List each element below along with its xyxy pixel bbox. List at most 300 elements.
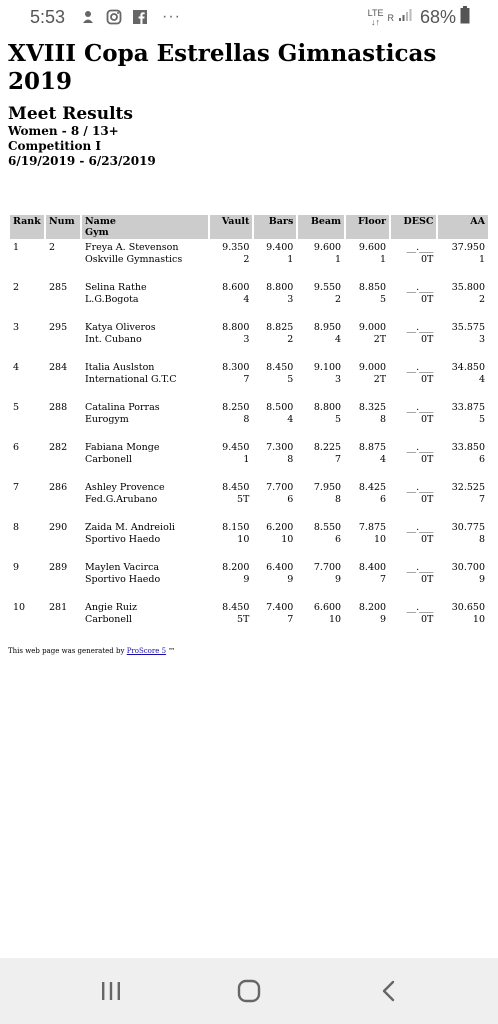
table-row — [10, 401, 488, 439]
vault-cell — [210, 601, 252, 639]
aa-cell — [438, 361, 488, 399]
rank-cell — [10, 561, 44, 599]
rank-value: 5 — [13, 402, 20, 413]
beam-score: 9.100 — [313, 362, 342, 373]
vault-place: 5T — [236, 494, 250, 505]
beam-place: 5 — [335, 414, 342, 425]
footer-suffix: ™ — [166, 647, 176, 655]
bars-place: 5 — [287, 374, 294, 385]
header-beam: Beam — [298, 215, 344, 239]
bars-score: 8.450 — [266, 362, 294, 373]
athlete-name: Katya Oliveros — [85, 322, 156, 333]
athlete-name: Italia Auslston — [85, 362, 155, 373]
name-cell — [82, 361, 208, 399]
floor-cell — [346, 321, 389, 359]
aa-cell — [438, 401, 488, 439]
bars-cell — [254, 241, 296, 279]
beam-place: 9 — [335, 574, 342, 585]
name-cell — [82, 321, 208, 359]
gym-name: Carbonell — [85, 454, 133, 465]
bars-score: 6.200 — [266, 522, 294, 533]
aa-cell — [438, 281, 488, 319]
beam-cell — [298, 521, 344, 559]
desc-score: __.___ — [406, 482, 434, 493]
num-cell — [46, 601, 80, 639]
beam-cell — [298, 321, 344, 359]
title-line2: 2019 — [8, 68, 73, 95]
beam-score: 7.700 — [313, 562, 342, 573]
rank-value: 8 — [13, 522, 20, 533]
desc-place: 0T — [421, 574, 434, 585]
aa-place: 7 — [478, 494, 485, 505]
data-arrows-icon: ↓↑ — [371, 16, 381, 27]
beam-score: 8.550 — [313, 522, 342, 533]
facebook-icon — [132, 9, 148, 25]
desc-place: 0T — [421, 614, 434, 625]
floor-place: 5 — [380, 294, 387, 305]
beam-cell — [298, 361, 344, 399]
num-value: 285 — [49, 282, 68, 293]
floor-place: 10 — [373, 534, 387, 545]
roaming-label: R — [387, 12, 394, 23]
bars-cell — [254, 561, 296, 599]
floor-score: 8.400 — [358, 562, 387, 573]
more-dots-icon: ··· — [162, 8, 181, 25]
desc-cell — [391, 281, 436, 319]
floor-score: 9.000 — [358, 362, 387, 373]
desc-score: __.___ — [406, 522, 434, 533]
beam-place: 4 — [335, 334, 342, 345]
header-desc: DESC — [391, 215, 436, 239]
proscore-link[interactable]: ProScore 5 — [126, 647, 167, 655]
aa-score: 37.950 — [451, 242, 485, 253]
aa-place: 1 — [478, 254, 485, 265]
num-cell — [46, 481, 80, 519]
battery-percent: 68% — [419, 7, 456, 27]
bars-score: 8.800 — [266, 282, 294, 293]
floor-place: 7 — [380, 574, 387, 585]
results-body — [10, 241, 488, 639]
desc-cell — [391, 401, 436, 439]
beam-score: 9.600 — [313, 242, 342, 253]
floor-score: 9.000 — [358, 322, 387, 333]
aa-score: 30.700 — [451, 562, 485, 573]
desc-score: __.___ — [406, 362, 434, 373]
floor-place: 2T — [373, 334, 387, 345]
bars-score: 8.825 — [266, 322, 294, 333]
rank-cell — [10, 481, 44, 519]
aa-cell — [438, 481, 488, 519]
vault-score: 8.300 — [222, 362, 250, 373]
athlete-name: Angie Ruiz — [85, 602, 138, 613]
back-button[interactable] — [374, 978, 404, 1004]
num-value: 289 — [49, 562, 68, 573]
dates-label: 6/19/2019 - 6/23/2019 — [8, 154, 156, 168]
page-subtitle: Meet Results — [8, 104, 133, 124]
vault-place: 2 — [243, 254, 250, 265]
athlete-name: Selina Rathe — [85, 282, 147, 293]
athlete-name: Ashley Provence — [85, 482, 165, 493]
gym-name: L.G.Bogota — [85, 294, 139, 305]
vault-place: 5T — [236, 614, 250, 625]
desc-cell — [391, 481, 436, 519]
bars-score: 7.700 — [266, 482, 294, 493]
gym-name: Carbonell — [85, 614, 133, 625]
num-value: 282 — [49, 442, 68, 453]
vault-place: 3 — [243, 334, 250, 345]
beam-cell — [298, 481, 344, 519]
header-rank: Rank — [10, 215, 44, 239]
floor-cell — [346, 521, 389, 559]
vault-cell — [210, 561, 252, 599]
desc-score: __.___ — [406, 402, 434, 413]
aa-score: 32.525 — [451, 482, 485, 493]
beam-score: 6.600 — [313, 602, 342, 613]
status-right — [368, 6, 470, 29]
floor-cell — [346, 441, 389, 479]
beam-score: 9.550 — [313, 282, 342, 293]
table-row — [10, 441, 488, 479]
floor-score: 8.875 — [358, 442, 387, 453]
desc-place: 0T — [421, 254, 434, 265]
desc-place: 0T — [421, 454, 434, 465]
num-cell — [46, 321, 80, 359]
name-cell — [82, 521, 208, 559]
rank-cell — [10, 521, 44, 559]
beam-cell — [298, 601, 344, 639]
vault-place: 1 — [243, 454, 250, 465]
aa-score: 34.850 — [451, 362, 485, 373]
num-value: 2 — [49, 242, 56, 253]
header-num: Num — [46, 215, 80, 239]
vault-cell — [210, 401, 252, 439]
rank-value: 2 — [13, 282, 20, 293]
bars-place: 8 — [287, 454, 294, 465]
beam-place: 1 — [335, 254, 342, 265]
aa-place: 4 — [478, 374, 485, 385]
gym-name: Int. Cubano — [85, 334, 142, 345]
aa-cell — [438, 521, 488, 559]
num-cell — [46, 241, 80, 279]
name-cell — [82, 441, 208, 479]
division-label: Women - 8 / 13+ — [8, 124, 119, 138]
rank-value: 10 — [13, 602, 26, 613]
floor-cell — [346, 281, 389, 319]
gym-name: Eurogym — [85, 414, 129, 425]
floor-place: 4 — [380, 454, 387, 465]
desc-cell — [391, 241, 436, 279]
bars-place: 6 — [287, 494, 294, 505]
athlete-name: Zaida M. Andreioli — [85, 522, 175, 533]
vault-cell — [210, 281, 252, 319]
floor-score: 9.600 — [358, 242, 387, 253]
vault-score: 8.800 — [222, 322, 250, 333]
desc-score: __.___ — [406, 442, 434, 453]
desc-place: 0T — [421, 494, 434, 505]
gym-name: Sportivo Haedo — [85, 534, 161, 545]
vault-place: 8 — [243, 414, 250, 425]
table-row — [10, 601, 488, 639]
bars-score: 9.400 — [266, 242, 294, 253]
notification-icon — [80, 9, 96, 25]
gym-name: Fed.G.Arubano — [85, 494, 158, 505]
aa-score: 35.800 — [451, 282, 485, 293]
aa-cell — [438, 441, 488, 479]
vault-score: 8.450 — [222, 482, 250, 493]
beam-place: 6 — [335, 534, 342, 545]
header-aa: AA — [438, 215, 488, 239]
num-value: 288 — [49, 402, 68, 413]
num-value: 286 — [49, 482, 68, 493]
recent-apps-icon — [99, 980, 123, 1002]
floor-place: 2T — [373, 374, 387, 385]
aa-cell — [438, 321, 488, 359]
header-gym-label: Gym — [85, 227, 109, 238]
floor-score: 8.325 — [358, 402, 387, 413]
vault-place: 7 — [243, 374, 250, 385]
beam-place: 2 — [335, 294, 342, 305]
floor-cell — [346, 481, 389, 519]
beam-cell — [298, 401, 344, 439]
bars-place: 10 — [281, 534, 294, 545]
bars-cell — [254, 481, 296, 519]
num-cell — [46, 441, 80, 479]
floor-score: 7.875 — [358, 522, 387, 533]
floor-place: 1 — [380, 254, 387, 265]
bars-place: 9 — [287, 574, 294, 585]
beam-cell — [298, 441, 344, 479]
title-line1: XVIII Copa Estrellas Gimnasticas — [8, 40, 437, 67]
home-icon — [236, 979, 262, 1003]
num-value: 284 — [49, 362, 68, 373]
header-name — [82, 215, 208, 239]
footer — [8, 647, 490, 655]
beam-cell — [298, 241, 344, 279]
bars-place: 3 — [287, 294, 294, 305]
aa-place: 6 — [478, 454, 485, 465]
header-bars: Bars — [254, 215, 296, 239]
floor-cell — [346, 361, 389, 399]
desc-place: 0T — [421, 414, 434, 425]
floor-cell — [346, 241, 389, 279]
floor-score: 8.425 — [358, 482, 387, 493]
beam-score: 7.950 — [313, 482, 342, 493]
vault-place: 9 — [243, 574, 250, 585]
results-table — [8, 213, 490, 641]
desc-cell — [391, 521, 436, 559]
recent-apps-button[interactable] — [96, 978, 126, 1004]
desc-cell — [391, 361, 436, 399]
vault-cell — [210, 481, 252, 519]
beam-place: 8 — [335, 494, 342, 505]
desc-score: __.___ — [406, 242, 434, 253]
floor-score: 8.200 — [358, 602, 387, 613]
rank-cell — [10, 601, 44, 639]
aa-place: 10 — [472, 614, 485, 625]
aa-place: 9 — [478, 574, 485, 585]
vault-cell — [210, 441, 252, 479]
vault-score: 8.150 — [222, 522, 250, 533]
bars-cell — [254, 401, 296, 439]
bars-cell — [254, 361, 296, 399]
header-name-label: Name — [85, 216, 116, 227]
aa-cell — [438, 241, 488, 279]
table-row — [10, 521, 488, 559]
table-row — [10, 561, 488, 599]
num-value: 290 — [49, 522, 68, 533]
header-vault: Vault — [210, 215, 252, 239]
bars-score: 6.400 — [266, 562, 294, 573]
bars-cell — [254, 601, 296, 639]
bars-cell — [254, 521, 296, 559]
floor-cell — [346, 401, 389, 439]
athlete-name: Maylen Vacirca — [85, 562, 160, 573]
beam-place: 10 — [329, 614, 342, 625]
bars-place: 1 — [287, 254, 294, 265]
name-cell — [82, 241, 208, 279]
floor-cell — [346, 561, 389, 599]
desc-place: 0T — [421, 334, 434, 345]
navigation-bar — [0, 958, 498, 1024]
vault-cell — [210, 321, 252, 359]
session-label: Competition I — [8, 139, 101, 153]
rank-cell — [10, 281, 44, 319]
bars-score: 7.300 — [266, 442, 294, 453]
home-button[interactable] — [234, 978, 264, 1004]
vault-place: 10 — [237, 534, 250, 545]
desc-place: 0T — [421, 374, 434, 385]
rank-cell — [10, 441, 44, 479]
desc-place: 0T — [421, 534, 434, 545]
desc-cell — [391, 441, 436, 479]
athlete-name: Freya A. Stevenson — [85, 242, 179, 253]
notification-icons — [80, 8, 181, 26]
footer-prefix: This web page was generated by — [8, 647, 127, 655]
floor-cell — [346, 601, 389, 639]
num-value: 281 — [49, 602, 68, 613]
aa-cell — [438, 601, 488, 639]
beam-score: 8.800 — [313, 402, 342, 413]
rank-value: 1 — [13, 242, 20, 253]
vault-cell — [210, 241, 252, 279]
aa-place: 3 — [478, 334, 485, 345]
desc-score: __.___ — [406, 282, 434, 293]
num-cell — [46, 281, 80, 319]
num-cell — [46, 361, 80, 399]
signal-icon — [398, 8, 412, 27]
desc-place: 0T — [421, 294, 434, 305]
name-cell — [82, 401, 208, 439]
rank-value: 3 — [13, 322, 20, 333]
rank-cell — [10, 401, 44, 439]
table-header-row — [10, 215, 488, 239]
table-row — [10, 241, 488, 279]
desc-score: __.___ — [406, 562, 434, 573]
status-bar — [0, 0, 498, 34]
beam-score: 8.950 — [313, 322, 342, 333]
num-value: 295 — [49, 322, 68, 333]
bars-score: 8.500 — [266, 402, 294, 413]
vault-score: 8.200 — [222, 562, 250, 573]
status-time: 5:53 — [30, 7, 66, 27]
lte-label: LTE — [367, 7, 384, 18]
gym-name: Sportivo Haedo — [85, 574, 161, 585]
rank-cell — [10, 361, 44, 399]
num-cell — [46, 521, 80, 559]
battery-icon — [460, 6, 470, 29]
vault-place: 4 — [243, 294, 250, 305]
table-row — [10, 321, 488, 359]
desc-score: __.___ — [406, 322, 434, 333]
vault-score: 9.350 — [222, 242, 250, 253]
rank-cell — [10, 321, 44, 359]
beam-score: 8.225 — [313, 442, 342, 453]
name-cell — [82, 561, 208, 599]
name-cell — [82, 601, 208, 639]
floor-place: 9 — [380, 614, 387, 625]
table-row — [10, 361, 488, 399]
name-cell — [82, 481, 208, 519]
floor-score: 8.850 — [358, 282, 387, 293]
vault-score: 8.250 — [222, 402, 250, 413]
athlete-name: Catalina Porras — [85, 402, 160, 413]
name-cell — [82, 281, 208, 319]
desc-score: __.___ — [406, 602, 434, 613]
bars-cell — [254, 441, 296, 479]
instagram-icon — [106, 9, 122, 25]
num-cell — [46, 561, 80, 599]
num-cell — [46, 401, 80, 439]
aa-cell — [438, 561, 488, 599]
floor-place: 6 — [380, 494, 387, 505]
athlete-name: Fabiana Monge — [85, 442, 160, 453]
lte-indicator — [368, 9, 384, 27]
aa-score: 30.775 — [451, 522, 485, 533]
gym-name: International G.T.C — [85, 374, 177, 385]
aa-score: 33.875 — [451, 402, 485, 413]
rank-value: 4 — [13, 362, 20, 373]
rank-value: 7 — [13, 482, 20, 493]
bars-place: 2 — [287, 334, 294, 345]
floor-place: 8 — [380, 414, 387, 425]
beam-cell — [298, 561, 344, 599]
vault-score: 8.600 — [222, 282, 250, 293]
vault-score: 8.450 — [222, 602, 250, 613]
gym-name: Oskville Gymnastics — [85, 254, 183, 265]
aa-score: 33.850 — [451, 442, 485, 453]
beam-place: 7 — [335, 454, 342, 465]
desc-cell — [391, 601, 436, 639]
vault-cell — [210, 521, 252, 559]
aa-place: 8 — [478, 534, 485, 545]
bars-cell — [254, 321, 296, 359]
desc-cell — [391, 561, 436, 599]
desc-cell — [391, 321, 436, 359]
aa-score: 30.650 — [451, 602, 485, 613]
bars-score: 7.400 — [266, 602, 294, 613]
aa-score: 35.575 — [451, 322, 485, 333]
aa-place: 2 — [478, 294, 485, 305]
beam-cell — [298, 281, 344, 319]
bars-place: 7 — [287, 614, 294, 625]
rank-cell — [10, 241, 44, 279]
page-title — [8, 40, 490, 96]
vault-score: 9.450 — [222, 442, 250, 453]
rank-value: 9 — [13, 562, 20, 573]
header-floor: Floor — [346, 215, 389, 239]
beam-place: 3 — [335, 374, 342, 385]
aa-place: 5 — [478, 414, 485, 425]
